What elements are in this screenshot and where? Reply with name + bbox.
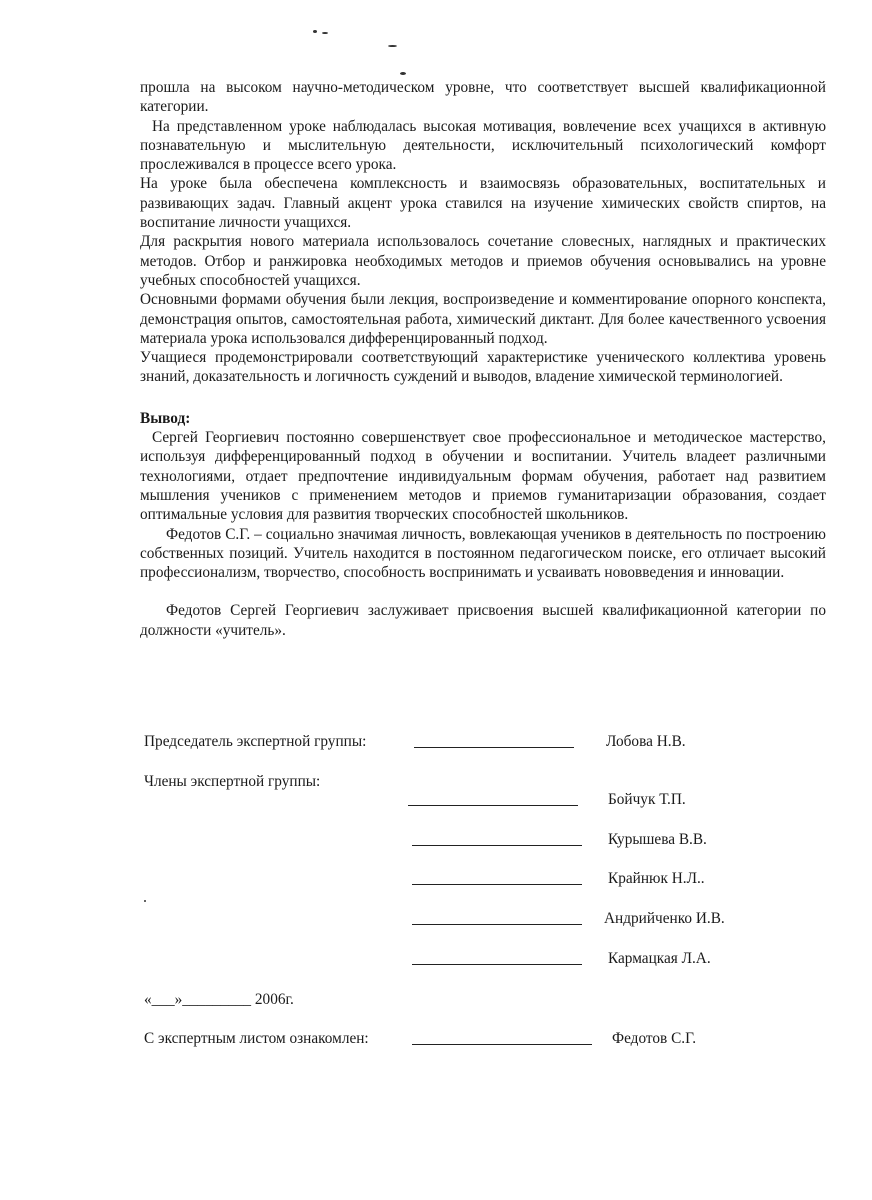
acknowledged-name: Федотов С.Г. [612,1030,697,1047]
acknowledged-label: С экспертным листом ознакомлен: [144,1030,369,1047]
scan-speck [144,900,146,902]
signature-line [412,845,582,846]
signature-line [412,1044,592,1045]
signature-line [412,964,582,965]
member-name: Андрийченко И.В. [604,910,725,927]
member-name: Бойчук Т.П. [608,791,686,808]
scan-speck [313,30,317,33]
chair-label: Председатель экспертной группы: [144,733,367,750]
paragraph: Для раскрытия нового материала использовалось сочетание словесных, наглядных и практических методов. Отбор и ранжировка необходимых методов и приемов обучения основывались на уровне учебных способностей учащихся. [140,233,826,289]
member-name: Курышева В.В. [608,831,707,848]
member-name: Крайнюк Н.Л.. [608,870,705,887]
signature-line [412,884,582,885]
conclusion-paragraph: Федотов Сергей Георгиевич заслуживает присвоения высшей квалификационной категории по должности «учитель». [140,602,826,639]
signature-line [412,924,582,925]
signature-line [414,747,574,748]
members-label: Члены экспертной группы: [144,773,321,790]
paragraph: Учащиеся продемонстрировали соответствующий характеристике ученического коллектива уровень знаний, доказательность и логичность суждений и выводов, владение химической терминологией. [140,349,826,386]
paragraph: На представленном уроке наблюдалась высокая мотивация, вовлечение всех учащихся в активную познавательную и мыслительную деятельности, исключительный психологический комфорт прослеживался в процессе всего урока. [140,117,826,174]
scan-speck [400,72,406,75]
document-body [140,78,826,640]
signature-line [408,805,578,806]
date-line: «___»_________ 2006г. [144,991,294,1008]
conclusion-heading: Вывод: [140,409,191,427]
chair-name: Лобова Н.В. [606,733,686,750]
scan-speck [322,32,328,34]
conclusion-paragraph: Сергей Георгиевич постоянно совершенствует свое профессиональное и методическое мастерство, используя дифференцированный подход в обучении и воспитании. Учитель владеет различными технологиями, отдает предпочтение индивидуальным формам обучения, работает над развитием мышления учеников с применением методов и приемов гуманитаризации образования, создает оптимальные условия для развития творческих способностей школьников. [140,429,826,524]
paragraph: На уроке была обеспечена комплексность и взаимосвязь образовательных, воспитательных и развивающих задач. Главный акцент урока ставился на изучение химических свойств спиртов, на воспитание личности учащихся. [140,175,826,232]
conclusion-paragraph: Федотов С.Г. – социально значимая личность, вовлекающая учеников в деятельность по построению собственных позиций. Учитель находится в постоянном педагогическом поиске, его отличает высокий профессионализм, творчество, способность воспринимать и усваивать нововведения и инновации. [140,525,826,582]
paragraph: Основными формами обучения были лекция, воспроизведение и комментирование опорного конспекта, демонстрация опытов, самостоятельная работа, химический диктант. Для более качественного усвоения материала урока использовался дифференцированный подход. [140,291,826,347]
scan-speck [388,45,397,47]
paragraph: прошла на высоком научно-методическом уровне, что соответствует высшей квалификационной категории. [140,79,826,116]
member-name: Кармацкая Л.А. [608,950,711,967]
